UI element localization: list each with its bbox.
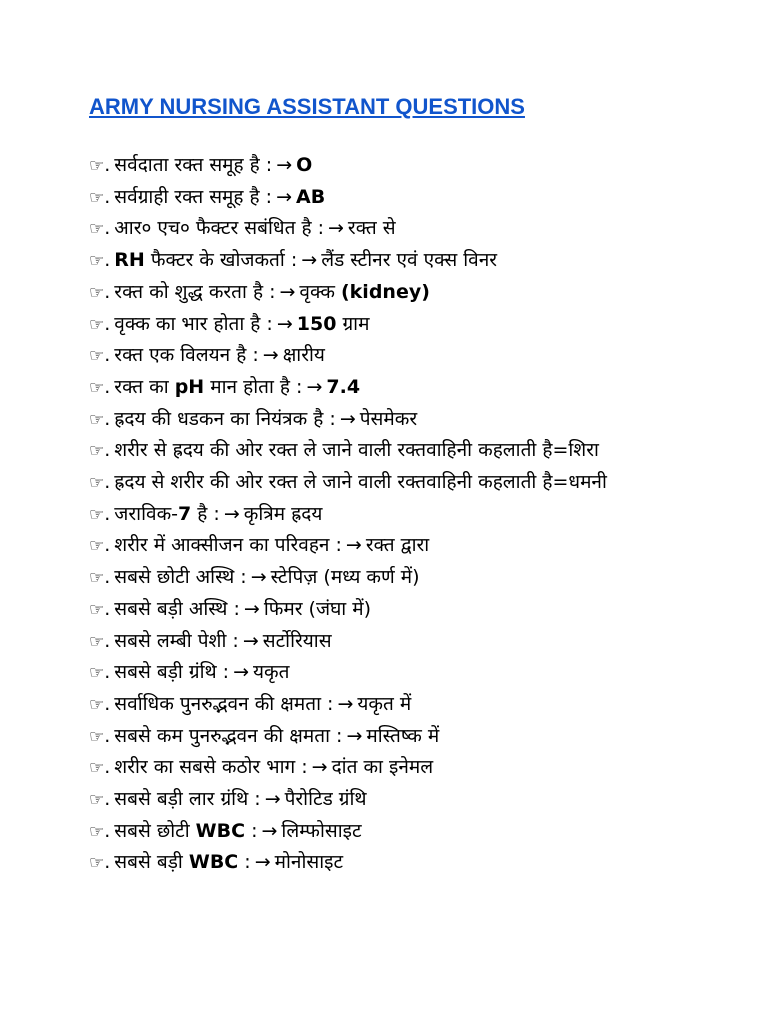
question-item [89, 721, 679, 753]
pointing-hand-icon: ☞ [89, 853, 105, 874]
question-item [89, 372, 679, 404]
arrow-icon: → [262, 344, 279, 367]
bullet-dot: . [104, 154, 111, 176]
question-text: सबसे छोटी अस्थि : [114, 566, 247, 589]
answer-text: मस्तिष्क में [366, 724, 440, 747]
bullet-dot: . [104, 756, 111, 779]
answer-text: लैंड स्टीनर एवं एक्स विनर [321, 249, 498, 272]
question-item [89, 752, 679, 784]
question-text: रक्त का [114, 375, 175, 398]
question-text: सबसे बड़ी ग्रंथि : [114, 661, 230, 684]
bullet-dot: . [104, 788, 111, 811]
pointing-hand-icon: ☞ [89, 726, 105, 747]
arrow-icon: → [306, 375, 323, 398]
question-item [89, 245, 679, 277]
question-item [89, 499, 679, 531]
pointing-hand-icon: ☞ [89, 441, 105, 462]
question-text: RH [114, 249, 145, 272]
question-text: शरीर का सबसे कठोर भाग : [114, 756, 308, 779]
question-text: सर्वग्राही रक्त समूह है : [114, 185, 273, 208]
pointing-hand-icon: ☞ [89, 314, 105, 335]
pointing-hand-icon: ☞ [89, 663, 105, 684]
question-text: वृक्क का भार होता है : [114, 312, 273, 335]
pointing-hand-icon: ☞ [89, 631, 105, 652]
question-text: सर्वदाता रक्त समूह है : [114, 154, 273, 176]
pointing-hand-icon: ☞ [89, 156, 105, 176]
answer-text: वृक्क [299, 280, 341, 303]
question-item [89, 150, 679, 182]
question-item [89, 340, 679, 372]
question-item [89, 816, 679, 848]
bullet-dot: . [104, 280, 111, 303]
answer-text: AB [296, 185, 326, 208]
question-text: : [238, 851, 251, 874]
question-text: रक्त एक विलयन है : [114, 344, 259, 367]
bullet-dot: . [104, 375, 111, 398]
question-text: सबसे छोटी [114, 819, 196, 842]
question-text: रक्त को शुद्ध करता है : [114, 280, 276, 303]
arrow-icon: → [345, 534, 362, 557]
question-text: : [245, 819, 258, 842]
pointing-hand-icon: ☞ [89, 409, 105, 430]
bullet-dot: . [104, 185, 111, 208]
arrow-icon: → [250, 566, 267, 589]
question-text: सबसे लम्बी पेशी : [114, 629, 239, 652]
pointing-hand-icon: ☞ [89, 473, 105, 494]
bullet-dot: . [104, 566, 111, 589]
answer-text: क्षारीय [282, 344, 325, 367]
bullet-dot: . [104, 502, 111, 525]
question-item [89, 562, 679, 594]
answer-text: यकृत में [357, 692, 412, 715]
pointing-hand-icon: ☞ [89, 219, 105, 240]
answer-text: फिमर (जंघा में) [263, 597, 372, 620]
bullet-dot: . [104, 344, 111, 367]
question-text: शरीर से ह्रदय की ओर रक्त ले जाने वाली रक्तवाहिनी कहलाती है=शिरा [114, 439, 599, 462]
question-item [89, 594, 679, 626]
bullet-dot: . [104, 439, 111, 462]
answer-text: (kidney) [340, 280, 430, 303]
arrow-icon: → [301, 249, 318, 272]
arrow-icon: → [311, 756, 328, 779]
bullet-dot: . [104, 471, 111, 494]
bullet-dot: . [104, 724, 111, 747]
pointing-hand-icon: ☞ [89, 504, 105, 525]
bullet-dot: . [104, 629, 111, 652]
pointing-hand-icon: ☞ [89, 251, 105, 272]
question-text: सबसे बड़ी [114, 851, 189, 874]
arrow-icon: → [276, 154, 293, 176]
arrow-icon: → [346, 724, 363, 747]
question-text: ह्रदय से शरीर की ओर रक्त ले जाने वाली रक्तवाहिनी कहलाती है=धमनी [114, 471, 607, 494]
bullet-dot: . [104, 312, 111, 335]
arrow-icon: → [328, 217, 344, 240]
question-item [89, 213, 679, 245]
answer-text: पैरोटिड ग्रंथि [284, 788, 367, 811]
arrow-icon: → [254, 851, 271, 874]
pointing-hand-icon: ☞ [89, 694, 105, 715]
pointing-hand-icon: ☞ [89, 599, 105, 620]
bullet-dot: . [104, 407, 111, 430]
answer-text: रक्त से [347, 217, 396, 240]
answer-text: कृत्रिम ह्रदय [243, 502, 323, 525]
arrow-icon: → [264, 788, 281, 811]
question-item [89, 784, 679, 816]
answer-text: स्टेपिज़ (मध्य कर्ण में) [270, 566, 420, 589]
arrow-icon: → [233, 661, 249, 684]
question-item [89, 309, 679, 341]
question-text: ह्रदय की धडकन का नियंत्रक है : [114, 407, 336, 430]
bullet-dot: . [104, 534, 111, 557]
pointing-hand-icon: ☞ [89, 346, 105, 367]
bullet-dot: . [104, 661, 111, 684]
arrow-icon: → [276, 312, 293, 335]
question-text: WBC [188, 851, 239, 874]
arrow-icon: → [276, 185, 293, 208]
answer-text: ग्राम [336, 312, 370, 335]
answer-text: दांत का इनेमल [331, 756, 434, 779]
question-item [89, 530, 679, 562]
pointing-hand-icon: ☞ [89, 568, 105, 589]
answer-text: 150 [296, 312, 337, 335]
arrow-icon: → [339, 407, 356, 430]
pointing-hand-icon: ☞ [89, 821, 105, 842]
question-text: सबसे कम पुनरुद्भवन की क्षमता : [114, 724, 343, 747]
bullet-dot: . [104, 217, 111, 240]
question-item [89, 657, 679, 689]
question-text: सर्वाधिक पुनरुद्भवन की क्षमता : [114, 692, 334, 715]
question-text: आर० एच० फैक्टर सबंधित है : [114, 217, 324, 240]
document-title: ARMY NURSING ASSISTANT QUESTIONS [89, 94, 525, 119]
answer-text: O [296, 154, 313, 176]
answer-text: मोनोसाइट [274, 851, 344, 874]
question-item [89, 435, 679, 467]
question-text: शरीर में आक्सीजन का परिवहन : [114, 534, 342, 557]
answer-text: सर्टोरियास [262, 629, 332, 652]
answer-text: रक्त द्वारा [365, 534, 430, 557]
document-page [89, 92, 679, 879]
question-item [89, 847, 679, 879]
answer-text: यकृत [253, 661, 290, 684]
arrow-icon: → [243, 597, 260, 620]
question-item [89, 467, 679, 499]
bullet-dot: . [104, 819, 111, 842]
question-text: सबसे बड़ी लार ग्रंथि : [114, 788, 261, 811]
question-item [89, 182, 679, 214]
pointing-hand-icon: ☞ [89, 790, 105, 811]
answer-text: लिम्फोसाइट [281, 819, 362, 842]
question-text: pH [174, 375, 205, 398]
arrow-icon: → [242, 629, 259, 652]
question-text: सबसे बड़ी अस्थि : [114, 597, 240, 620]
bullet-dot: . [104, 597, 111, 620]
question-text: है : [191, 502, 220, 525]
answer-text: पेसमेकर [359, 407, 418, 430]
pointing-hand-icon: ☞ [89, 377, 105, 398]
answer-text: 7.4 [326, 375, 361, 398]
question-text: WBC [195, 819, 246, 842]
question-text: 7 [178, 502, 192, 525]
question-item [89, 404, 679, 436]
bullet-dot: . [104, 692, 111, 715]
question-item [89, 689, 679, 721]
bullet-dot: . [104, 851, 111, 874]
arrow-icon: → [337, 692, 354, 715]
question-item [89, 277, 679, 309]
question-text: मान होता है : [204, 375, 303, 398]
pointing-hand-icon: ☞ [89, 536, 105, 557]
bullet-dot: . [104, 249, 111, 272]
question-text: फैक्टर के खोजकर्ता : [144, 249, 298, 272]
pointing-hand-icon: ☞ [89, 282, 105, 303]
question-item [89, 626, 679, 658]
pointing-hand-icon: ☞ [89, 187, 105, 208]
question-list [89, 150, 679, 879]
arrow-icon: → [261, 819, 278, 842]
pointing-hand-icon: ☞ [89, 758, 105, 779]
arrow-icon: → [223, 502, 240, 525]
question-text: जराविक- [114, 502, 179, 525]
arrow-icon: → [279, 280, 296, 303]
